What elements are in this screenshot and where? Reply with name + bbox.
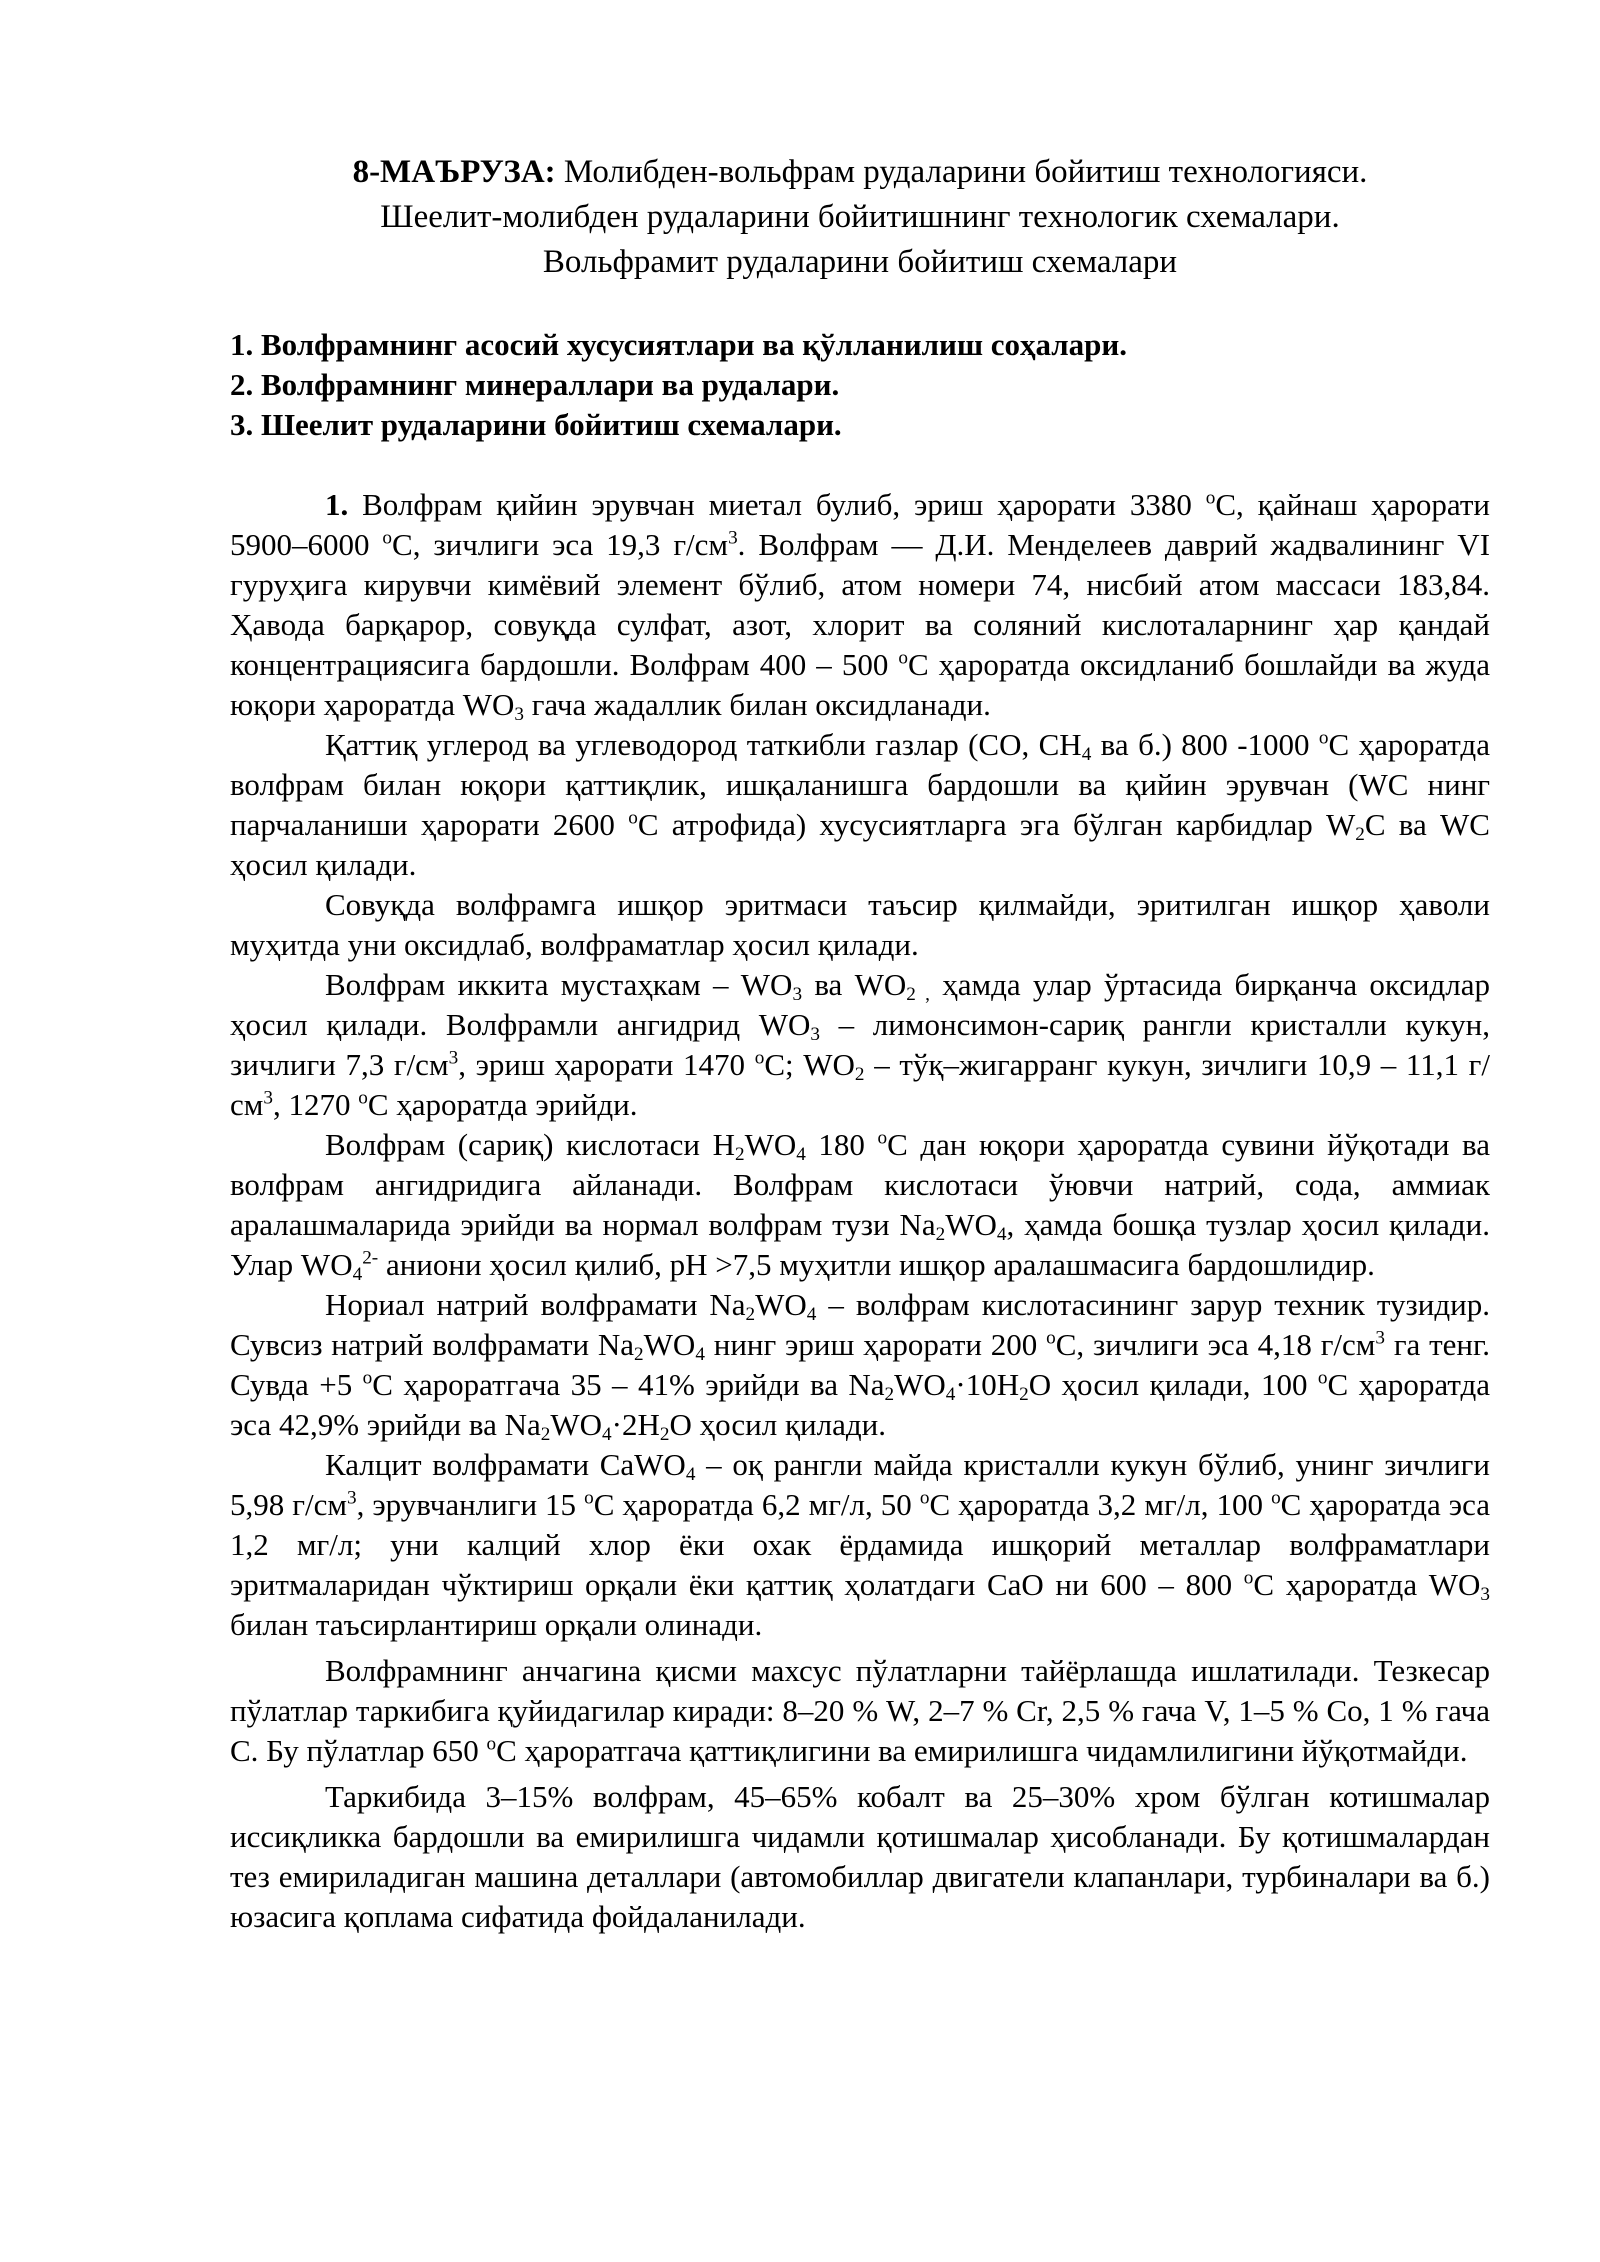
topic-item: 2. Волфрамнинг минераллари ва рудалари. bbox=[230, 367, 840, 402]
paragraph-5: Волфрам (сариқ) кислотаси $H_2WO_4$ 180 $^o$С дан юқори ҳароратда сувини йўқотади ва волфрам ангидридига айланади. Волфрам кислотаси ўювчи натрий, сода, аммиак аралашмаларида эрийди ва нормал волфрам тузи $Na_2WO_4$, ҳамда бошқа тузлар ҳосил қилади. Улар $WO_4^{2-}$ аниони ҳосил қилиб, pH >7,5 муҳитли ишқор аралашмасига бардошлидир. bbox=[230, 1127, 1490, 1285]
lecture-title bbox=[230, 150, 1490, 285]
topic-item: 1. Волфрамнинг асосий хусусиятлари ва қўлланилиш соҳалари. bbox=[230, 327, 1128, 362]
title-label: 8-МАЪРУЗА: bbox=[352, 154, 556, 190]
paragraph-7: Калцит волфрамати CaWO$_4$ – оқ рангли майда кристалли кукун бўлиб, унинг зичлиги 5,98 $г/см^3$, эрувчанлиги 15 $^o$С ҳароратда 6,2 мг/л, 50 $^o$С ҳароратда 3,2 мг/л, 100 $^o$С ҳароратда эса 1,2 мг/л; уни калций хлор ёки охак ёрдамида ишқорий металлар волфраматлари эритмаларидан чўктириш орқали ёки қаттиқ ҳолатдаги CaO ни 600 – 800 $^o$С ҳароратда $WO_3$ билан таъсирлантириш орқали олинади. bbox=[230, 1447, 1490, 1642]
section-number: 1. bbox=[325, 487, 349, 522]
paragraph-3: Совуқда волфрамга ишқор эритмаси таъсир қилмайди, эритилган ишқор ҳаволи муҳитда уни оксидлаб, волфраматлар ҳосил қилади. bbox=[230, 887, 1490, 962]
paragraph-6: Нориал натрий волфрамати $Na_2WO_4$ – волфрам кислотасининг зарур техник тузидир. Сувсиз натрий волфрамати $Na_2WO_4$ нинг эриш ҳарорати 200 $^o$С, зичлиги эса 4,18 $г/см^3$ га тенг. Сувда +5 $^o$С ҳароратгача 35 – 41% эрийди ва $Na_2WO_4\cdot 10H_2O$ ҳосил қилади, 100 $^o$С ҳароратда эса 42,9% эрийди ва $Na_2WO_4\cdot 2H_2O$ ҳосил қилади. bbox=[230, 1287, 1490, 1445]
paragraph-1: 1. Волфрам қийин эрувчан миетал булиб, эриш ҳарорати 3380 $^o$С, қайнаш ҳарорати 5900–6000 $^o$С, зичлиги эса 19,3 $г/см^3$. Волфрам — Д.И. Менделеев даврий жадвалининг VI гуруҳига кирувчи кимёвий элемент бўлиб, атом номери 74, нисбий атом массаси 183,84. Ҳавода барқарор, совуқда сулфат, азот, хлорит ва соляний кислоталарнинг ҳар қандай концентрациясига бардошли. Волфрам 400 – 500 $^o$С ҳароратда оксидланиб бошлайди ва жуда юқори ҳароратда $WO_3$ гача жадаллик билан оксидланади. bbox=[230, 487, 1491, 725]
paragraph-9: Таркибида 3–15% волфрам, 45–65% кобалт ва 25–30% хром бўлган котишмалар иссиқликка бардошли ва емирилишга чидамли қотишмалар ҳисобланади. Бу қотишмалардан тез емириладиган машина деталлари (автомобиллар двигатели клапанлари, турбиналари ва б.) юзасига қоплама сифатида фойдаланилади. bbox=[230, 1779, 1490, 1934]
title-line-1: 8-МАЪРУЗА: Молибден-вольфрам рудаларини бойитиш технологияси. bbox=[352, 154, 1368, 190]
title-line-2: Шеелит-молибден рудаларини бойитишнинг технологик схемалари. bbox=[380, 199, 1340, 235]
paragraph-2: Қаттиқ углерод ва углеводород таткибли газлар (CO, $CH_4$ ва б.) 800 -1000 $^o$С ҳароратда волфрам билан юқори қаттиқлик, ишқаланишга бардошли ва қийин эрувчан (WC нинг парчаланиши ҳарорати 2600 $^o$С атрофида) хусусиятларга эга бўлган карбидлар $W_2C$ ва WC ҳосил қилади. bbox=[230, 727, 1490, 882]
title-line-3: Вольфрамит рудаларини бойитиш схемалари bbox=[542, 244, 1178, 280]
topics-list bbox=[230, 325, 1490, 445]
paragraph-8: Волфрамнинг анчагина қисми махсус пўлатларни тайёрлашда ишлатилади. Тезкесар пўлатлар таркибига қуйидагилар киради: 8–20 % W, 2–7 % Cr, 2,5 % гача V, 1–5 % Co, 1 % гача C. Бу пўлатлар 650 $^o$С ҳароратгача қаттиқлигини ва емирилишга чидамлилигини йўқотмайди. bbox=[230, 1653, 1490, 1768]
paragraph-4: Волфрам иккита мустаҳкам – $WO_3$ ва $WO_2$ $_,$ ҳамда улар ўртасида бирқанча оксидлар ҳосил қилади. Волфрамли ангидрид $WO_3$ – лимонсимон-сариқ рангли кристалли кукун, зичлиги 7,3 $г/см^3$, эриш ҳарорати 1470 $^o$С; $WO_2$ – тўқ–жигарранг кукун, зичлиги 10,9 – 11,1 $г/см^3$, 1270 $^o$С ҳароратда эрийди. bbox=[230, 967, 1491, 1122]
topic-item: 3. Шеелит рудаларини бойитиш схемалари. bbox=[230, 407, 842, 442]
